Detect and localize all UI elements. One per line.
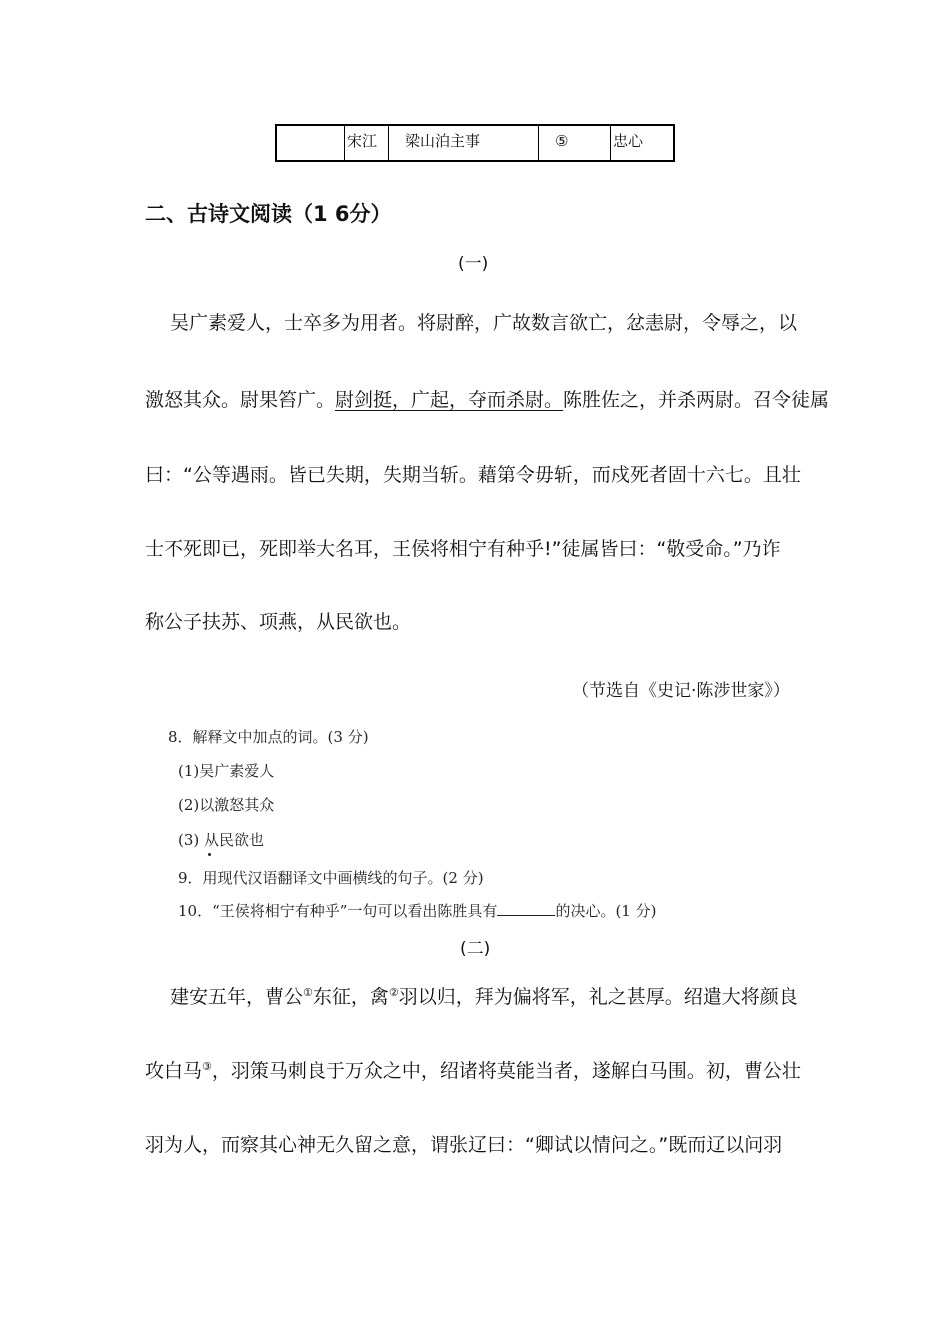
passage1-line-2-part-c: 陈胜佐之，并杀两尉。召令徒属 <box>563 389 830 411</box>
table-cell-name: 宋江 <box>345 126 389 160</box>
passage2-line-2 <box>145 1056 801 1083</box>
table-cell-blank-5: ⑤ <box>539 126 611 160</box>
passage1-source: （节选自《史记·陈涉世家》） <box>572 681 790 701</box>
passage2-line-1-a: 建安五年，曹公 <box>170 986 304 1008</box>
question-10-part-b: 的决心。(1 分) <box>555 902 657 920</box>
passage1-line-2 <box>145 385 829 412</box>
passage1-line-5: 称公子扶苏、项燕，从民欲也。 <box>145 611 412 633</box>
passage1-label: (一) <box>458 254 489 274</box>
question-8: 8．解释文中加点的词。(3 分) <box>168 728 369 746</box>
question-9: 9．用现代汉语翻译文中画横线的句子。(2 分) <box>178 869 484 887</box>
passage2-line-1 <box>170 982 798 1009</box>
question-8-item-3-number: (3) <box>178 831 200 849</box>
question-8-item-3 <box>178 829 264 850</box>
table-cell-event: 梁山泊主事 <box>389 126 539 160</box>
table-cell-empty <box>277 126 345 160</box>
passage2-line-1-c: 羽以归，拜为偏将军，礼之甚厚。绍遣大将颜良 <box>398 986 798 1008</box>
table-cell-trait: 忠心 <box>613 132 644 150</box>
question-8-item-2: (2)以激怒其众 <box>178 796 275 814</box>
passage2-label: (二) <box>460 939 491 959</box>
passage1-line-3: 曰：“公等遇雨。皆已失期，失期当斩。藉第令毋斩，而戍死者固十六七。且壮 <box>145 464 801 486</box>
footnote-mark-1: ① <box>303 986 313 999</box>
character-table <box>275 124 675 162</box>
passage1-line-2-part-a: 激怒其众。尉果笞广。 <box>145 389 336 411</box>
question-8-item-3-rest: 民欲也 <box>219 831 265 849</box>
passage2-line-1-b: 东征，禽 <box>312 986 389 1008</box>
passage1-line-1: 吴广素爱人，士卒多为用者。将尉醉，广故数言欲亡，忿恚尉，令辱之，以 <box>170 312 798 334</box>
question-8-item-1: (1)吴广素爱人 <box>178 762 275 780</box>
passage1-line-4: 士不死即已，死即举大名耳，王侯将相宁有种乎!”徒属皆曰：“敬受命。”乃诈 <box>145 538 781 560</box>
passage2-line-2-a: 攻白马 <box>145 1060 203 1082</box>
footnote-mark-3: ③ <box>202 1060 212 1073</box>
passage2-line-3: 羽为人，而察其心神无久留之意，谓张辽曰：“卿试以情问之。”既而辽以问羽 <box>145 1134 783 1156</box>
underlined-sentence: 尉剑挺，广起，夺而杀尉。 <box>335 389 564 411</box>
section-heading: 二、古诗文阅读（1 6分） <box>145 202 392 226</box>
question-10 <box>178 900 656 921</box>
emphasis-dot-word: 从 <box>204 831 220 849</box>
passage2-line-2-b: ，羽策马刺良于万众之中，绍诸将莫能当者，遂解白马围。初，曹公壮 <box>211 1060 801 1082</box>
question-10-part-a: 10．“王侯将相宁有种乎”一句可以看出陈胜具有 <box>178 902 498 920</box>
footnote-mark-2: ② <box>388 986 399 999</box>
answer-blank <box>497 901 555 916</box>
